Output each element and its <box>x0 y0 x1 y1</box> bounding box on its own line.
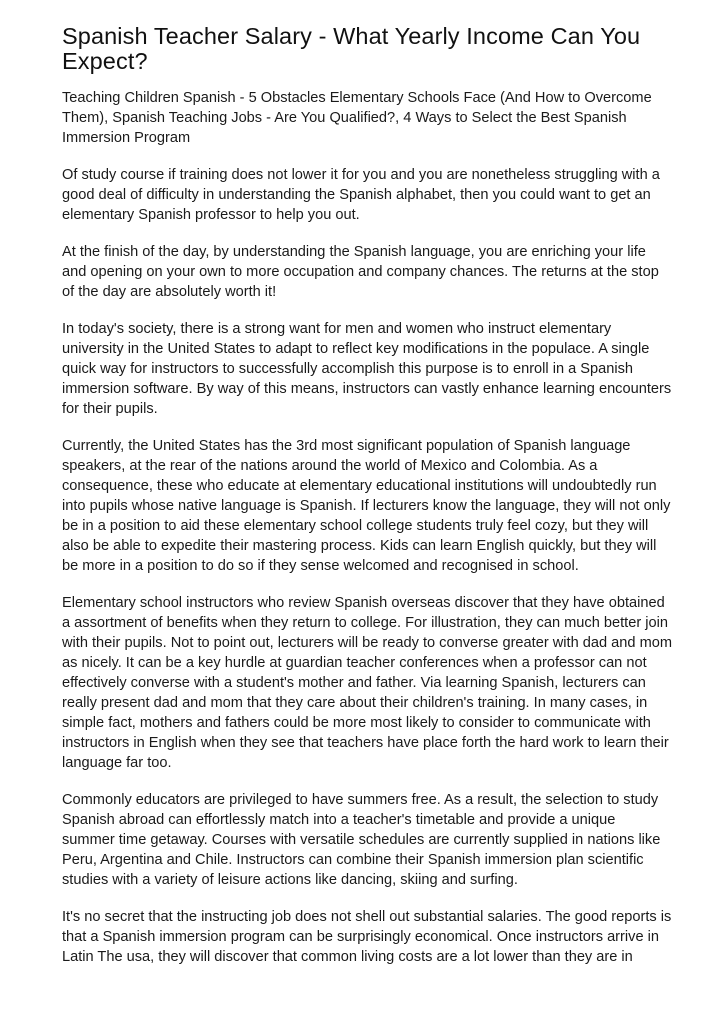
paragraph-1: Of study course if training does not lower it for you and you are nonetheless struggling with a good deal of difficulty in understanding the Spanish alphabet, then you could want to get an elementary Spanish professor to help you out. <box>62 167 660 223</box>
document-title: Spanish Teacher Salary - What Yearly Income Can You Expect? <box>62 23 641 74</box>
paragraph-2: At the finish of the day, by understanding the Spanish language, you are enriching your life and opening on your own to more occupation and company chances. The returns at the stop of the day are absolutely worth it! <box>62 244 659 300</box>
paragraph-related-links: Teaching Children Spanish - 5 Obstacles Elementary Schools Face (And How to Overcome Them), Spanish Teaching Jobs - Are You Qualified?, 4 Ways to Select the Best Spanish Immersion Program <box>62 90 652 146</box>
paragraph-5: Elementary school instructors who review Spanish overseas discover that they have obtained a assortment of benefits when they return to college. For illustration, they can much better join with their pupils. Not to point out, lecturers will be ready to converse greater with dad and mom as nicely. It can be a key hurdle at guardian teacher conferences when a professor can not effectively converse with a student's mother and father. Via learning Spanish, lecturers can really present dad and mom that they care about their children's training. In many cases, in simple fact, mothers and fathers could be more most likely to consider to communicate with instructors in English when they see that teachers have place forth the hard work to learn their language far too. <box>62 595 672 771</box>
paragraph-4: Currently, the United States has the 3rd most significant population of Spanish language speakers, at the rear of the nations around the world of Mexico and Colombia. As a consequence, these who educate at elementary educational institutions will undoubtedly run into pupils whose native language is Spanish. If lecturers know the language, they will not only be in a position to aid these elementary school college students truly feel cozy, but they will also be able to expedite their mastering process. Kids can learn English quickly, but they will be more in a position to do so if they sense welcomed and recognised in school. <box>62 438 671 574</box>
paragraph-7: It's no secret that the instructing job does not shell out substantial salaries. The good reports is that a Spanish immersion program can be surprisingly economical. Once instructors arrive in Latin The usa, they will discover that common living costs are a lot lower than they are in <box>62 909 672 965</box>
paragraph-3: In today's society, there is a strong want for men and women who instruct elementary university in the United States to adapt to reflect key modifications in the populace. A single quick way for instructors to successfully accomplish this purpose is to enroll in a Spanish immersion software. By way of this means, instructors can vastly enhance learning encounters for their pupils. <box>62 321 672 417</box>
paragraph-6: Commonly educators are privileged to have summers free. As a result, the selection to study Spanish abroad can effortlessly match into a teacher's timetable and provide a unique summer time getaway. Courses with versatile schedules are currently supplied in nations like Peru, Argentina and Chile. Instructors can combine their Spanish immersion plan scientific studies with a variety of leisure actions like dancing, skiing and surfing. <box>62 792 661 888</box>
document-page <box>62 24 672 984</box>
